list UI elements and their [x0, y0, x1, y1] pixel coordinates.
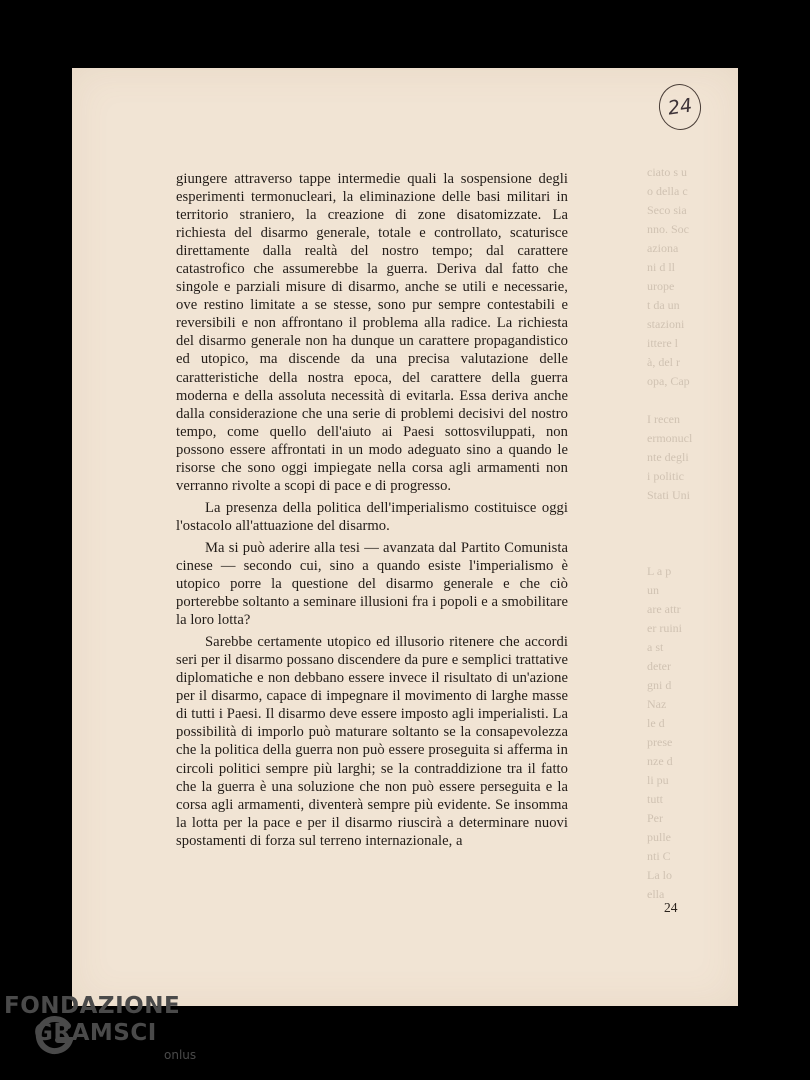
paragraph-2: La presenza della politica dell'imperialismo costituisce oggi l'ostacolo all'attuazione del disarmo. [176, 499, 568, 534]
fondazione-gramsci-watermark [4, 992, 204, 1074]
bleed-through-text: ciato s u o della c Seco sia nno. Soc aziona ni d ll urope t da un stazioni ittere l à, del r opa, Cap I recen ermonucl nte degli i politic Stati Uni L a p un are attr er ruini a st deter gni d Naz le d prese nze d li pu tutt Per pulle nti C La lo ella [647, 165, 693, 901]
paragraph-1: giungere attraverso tappe intermedie quali la sospensione degli esperimenti termonucleari, la eliminazione delle basi militari in territorio straniero, la creazione di zone disatomizzate. La richiesta del disarmo generale, totale e controllato, scaturisce direttamente dalla realtà del nostro tempo; dal carattere catastrofico che assumerebbe la guerra. Deriva dal fatto che singole e parziali misure di disarmo, anche se utili e necessarie, ove restino limitate a se stesse, sono pur sempre contestabili e reversibili e non affrontano il problema alla radice. La richiesta del disarmo generale non ha dunque un carattere propagandistico ed utopico, ma discende da una precisa valutazione delle caratteristiche della nostra epoca, del carattere della guerra moderna e della assoluta necessità di evitarla. Essa deriva anche dalla considerazione che una serie di problemi decisivi del nostro tempo, come quello dell'aiuto ai Paesi sottosviluppati, non possono essere affrontati in un modo adeguato sino a quando le risorse che sono oggi impiegate nella corsa agli armamenti non verranno rivolte a scopi di pace e di progresso. [176, 171, 568, 494]
watermark-line-3: onlus [164, 1048, 197, 1062]
watermark-line-1: FONDAZIONE [4, 993, 181, 1019]
watermark-line-2: GRAMSCI [34, 1020, 157, 1046]
page-number: 24 [664, 900, 678, 915]
paragraph-4: Sarebbe certamente utopico ed illusorio ritenere che accordi seri per il disarmo possano discendere da pure e semplici trattative diplomatiche e non debbano essere invece il risultato di un'azione per il disarmo, capace di impegnare il movimento di larghe masse di tutti i Paesi. Il disarmo deve essere imposto agli imperialisti. La possibilità di imporlo può maturare soltanto se la consapevolezza che la politica della guerra non può essere proseguita si afferma in circoli politici sempre più larghi; se la contraddizione tra il fatto che la guerra è una soluzione che non può essere perseguita e la corsa agli armamenti, diventerà sempre più evidente. Se insomma la lotta per la pace e per il disarmo riuscirà a determinare nuovi spostamenti di forza sul terreno internazionale, a [176, 634, 568, 849]
body-text [176, 170, 568, 850]
gramsci-logo-icon [34, 1014, 78, 1058]
archive-number-stamp [656, 81, 704, 132]
paragraph-3: Ma si può aderire alla tesi — avanzata dal Partito Comunista cinese — secondo cui, sino a quando esiste l'imperialismo è utopico porre la questione del disarmo generale e che ciò porterebbe soltanto a seminare illusioni fra i popoli e a smobilitare la loro lotta? [176, 539, 568, 629]
document-page [72, 68, 738, 1006]
archive-number-text: 24 [666, 94, 694, 120]
